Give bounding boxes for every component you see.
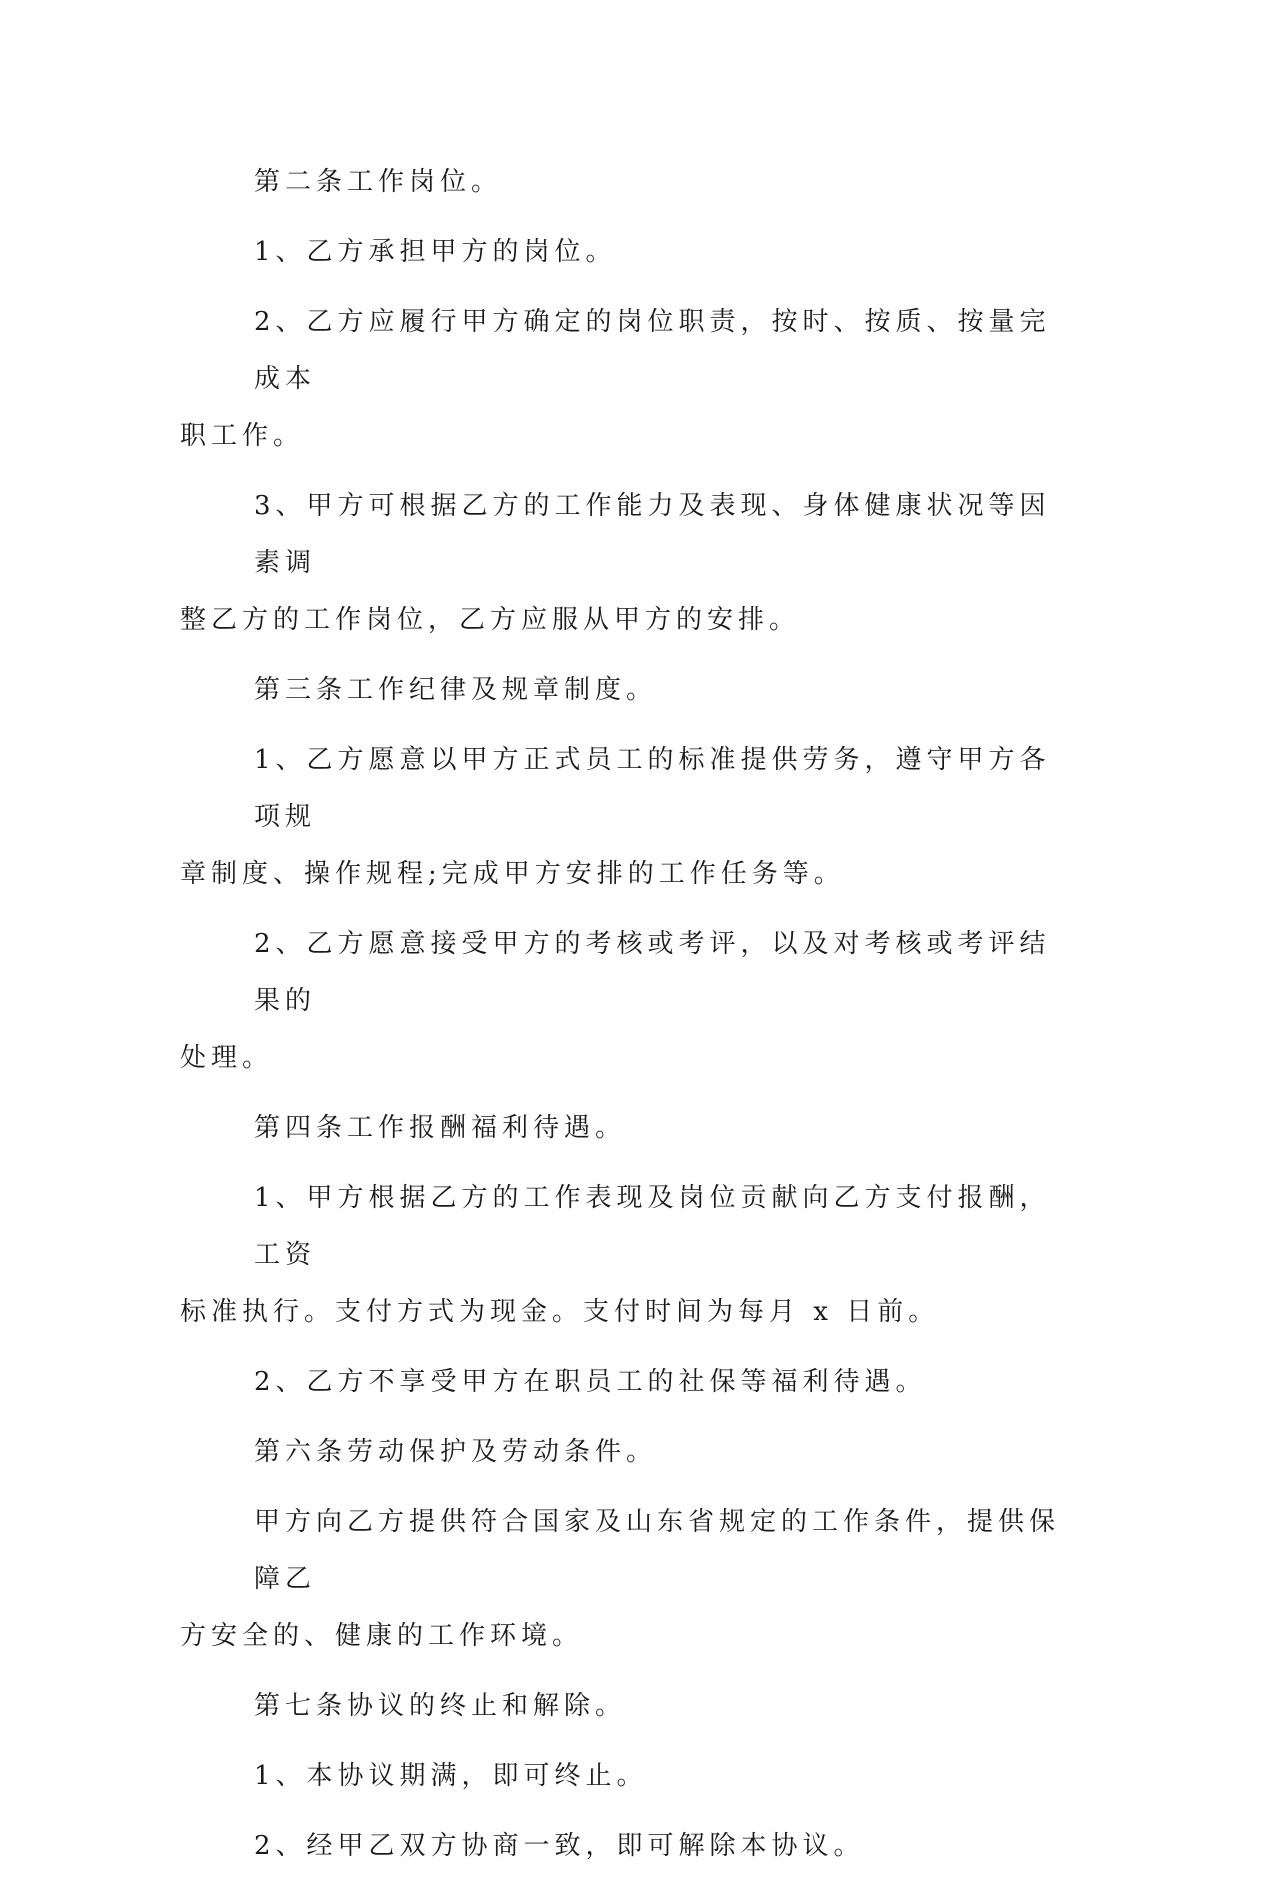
article-7-item-2 — [180, 1818, 1060, 1875]
text-line: 章制度、操作规程;完成甲方安排的工作任务等。 — [180, 859, 845, 889]
text-line: 第六条劳动保护及劳动条件。 — [254, 1437, 658, 1467]
article-3-item-2 — [180, 916, 1060, 1087]
article-2-item-3 — [180, 478, 1060, 649]
text-line: 方安全的、健康的工作环境。 — [180, 1621, 584, 1651]
article-2-item-2 — [180, 294, 1060, 465]
text-line: 1、本协议期满，即可终止。 — [254, 1761, 648, 1791]
text-line: 第七条协议的终止和解除。 — [254, 1691, 627, 1721]
article-4-heading — [180, 1100, 1060, 1157]
text-line: 1、乙方承担甲方的岗位。 — [254, 237, 617, 267]
text-line: 2、乙方应履行甲方确定的岗位职责，按时、按质、按量完成本 — [254, 307, 1051, 394]
article-6-body — [180, 1494, 1060, 1665]
text-line: 处理。 — [180, 1043, 274, 1073]
article-4-item-1 — [180, 1170, 1060, 1341]
article-2-item-1 — [180, 224, 1060, 281]
article-3-item-1 — [180, 732, 1060, 903]
text-line: 2、乙方不享受甲方在职员工的社保等福利待遇。 — [254, 1367, 927, 1397]
text-line: 甲方向乙方提供符合国家及山东省规定的工作条件，提供保障乙 — [254, 1507, 1061, 1594]
text-line: 职工作。 — [180, 421, 305, 451]
text-line: 1、乙方愿意以甲方正式员工的标准提供劳务，遵守甲方各项规 — [254, 745, 1051, 832]
article-7-heading — [180, 1678, 1060, 1735]
document-body — [180, 154, 1060, 1888]
article-3-heading — [180, 662, 1060, 719]
article-4-item-2 — [180, 1354, 1060, 1411]
text-line: 整乙方的工作岗位，乙方应服从甲方的安排。 — [180, 605, 801, 635]
text-line: 第三条工作纪律及规章制度。 — [254, 675, 658, 705]
article-2-heading — [180, 154, 1060, 211]
text-line: 3、甲方可根据乙方的工作能力及表现、身体健康状况等因素调 — [254, 491, 1051, 578]
text-line: 标准执行。支付方式为现金。支付时间为每月 x 日前。 — [180, 1297, 940, 1327]
text-line: 2、乙方愿意接受甲方的考核或考评，以及对考核或考评结果的 — [254, 929, 1051, 1016]
text-line: 第四条工作报酬福利待遇。 — [254, 1113, 627, 1143]
text-line: 2、经甲乙双方协商一致，即可解除本协议。 — [254, 1831, 865, 1861]
article-6-heading — [180, 1424, 1060, 1481]
text-line: 1、甲方根据乙方的工作表现及岗位贡献向乙方支付报酬，工资 — [254, 1183, 1051, 1270]
text-line: 第二条工作岗位。 — [254, 167, 503, 197]
article-7-item-1 — [180, 1748, 1060, 1805]
